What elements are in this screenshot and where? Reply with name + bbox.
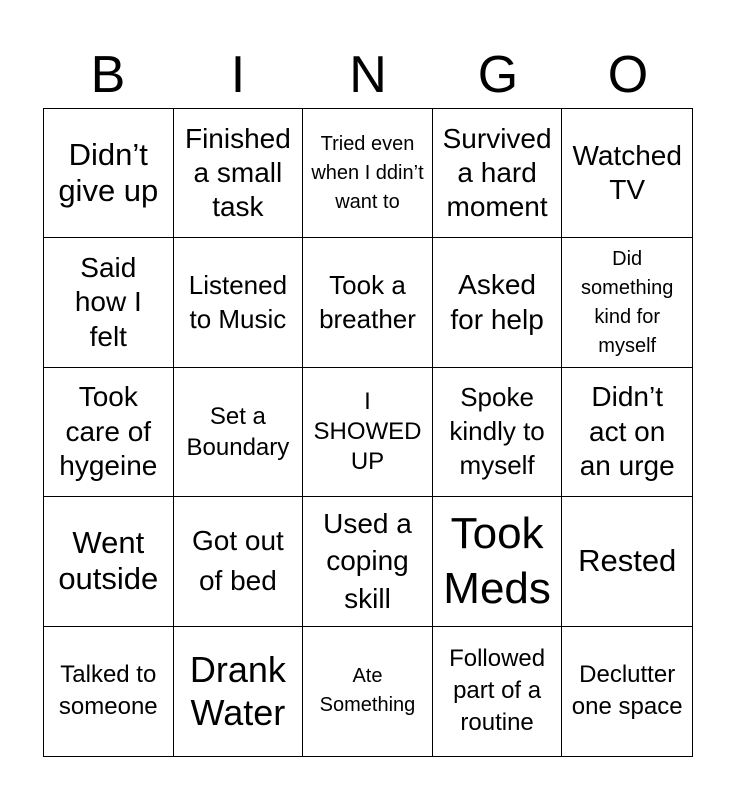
bingo-cell[interactable] (303, 497, 433, 626)
bingo-cell[interactable] (174, 497, 304, 626)
cell-label: Took care of hygeine (59, 381, 158, 482)
bingo-board (43, 108, 693, 757)
bingo-cell[interactable] (303, 368, 433, 497)
bingo-cell[interactable] (174, 368, 304, 497)
header-letter-i: I (230, 46, 246, 104)
cell-label: I SHOWED UP (313, 387, 422, 475)
bingo-cell[interactable] (44, 497, 174, 626)
bingo-cell[interactable] (433, 497, 563, 626)
bingo-cell[interactable] (433, 368, 563, 497)
bingo-cell[interactable] (44, 238, 174, 367)
header-letter-b: B (90, 46, 126, 104)
cell-label: Talked to someone (58, 660, 158, 721)
cell-label: Set a Boundary (186, 402, 290, 461)
cell-label: Declutter one space (571, 660, 683, 721)
cell-label: Said how I felt (74, 251, 142, 352)
bingo-cell[interactable] (433, 109, 563, 238)
bingo-cell[interactable] (174, 627, 304, 756)
bingo-cell[interactable] (433, 238, 563, 367)
bingo-cell[interactable] (562, 238, 692, 367)
cell-label: Used a coping skill (323, 507, 412, 615)
bingo-cell[interactable] (303, 238, 433, 367)
cell-label: Spoke kindly to myself (449, 382, 545, 480)
bingo-cell[interactable] (44, 627, 174, 756)
bingo-cell[interactable] (562, 497, 692, 626)
cell-label: Ate Something (319, 665, 416, 717)
bingo-cell[interactable] (562, 627, 692, 756)
bingo-cell[interactable] (433, 627, 563, 756)
cell-label: Watched TV (572, 139, 682, 206)
cell-label: Took a breather (319, 269, 416, 334)
bingo-cell[interactable] (44, 368, 174, 497)
bingo-cell[interactable] (562, 368, 692, 497)
cell-label: Finished a small task (184, 122, 291, 223)
cell-label: Didn’t give up (58, 136, 159, 209)
bingo-cell[interactable] (303, 627, 433, 756)
cell-label: Got out of bed (191, 524, 284, 597)
bingo-cell[interactable] (44, 109, 174, 238)
header-letter-g: G (477, 46, 519, 104)
cell-label: Took Meds (443, 509, 551, 614)
cell-label: Drank Water (189, 649, 286, 734)
cell-label: Tried even when I ddin’t want to (311, 132, 424, 213)
bingo-header (43, 42, 693, 108)
cell-label: Did something kind for myself (581, 247, 674, 357)
cell-label: Went outside (58, 524, 159, 597)
header-letter-o: O (607, 46, 649, 104)
cell-label: Asked for help (450, 269, 544, 335)
cell-label: Survived a hard moment (442, 122, 552, 223)
bingo-cell[interactable] (174, 109, 304, 238)
cell-label: Rested (578, 543, 677, 579)
bingo-cell[interactable] (562, 109, 692, 238)
cell-label: Listened to Music (188, 269, 288, 334)
bingo-cell[interactable] (303, 109, 433, 238)
cell-label: Followed part of a routine (449, 644, 546, 737)
cell-label: Didn’t act on an urge (579, 381, 675, 482)
header-letter-n: N (349, 46, 387, 104)
bingo-cell[interactable] (174, 238, 304, 367)
